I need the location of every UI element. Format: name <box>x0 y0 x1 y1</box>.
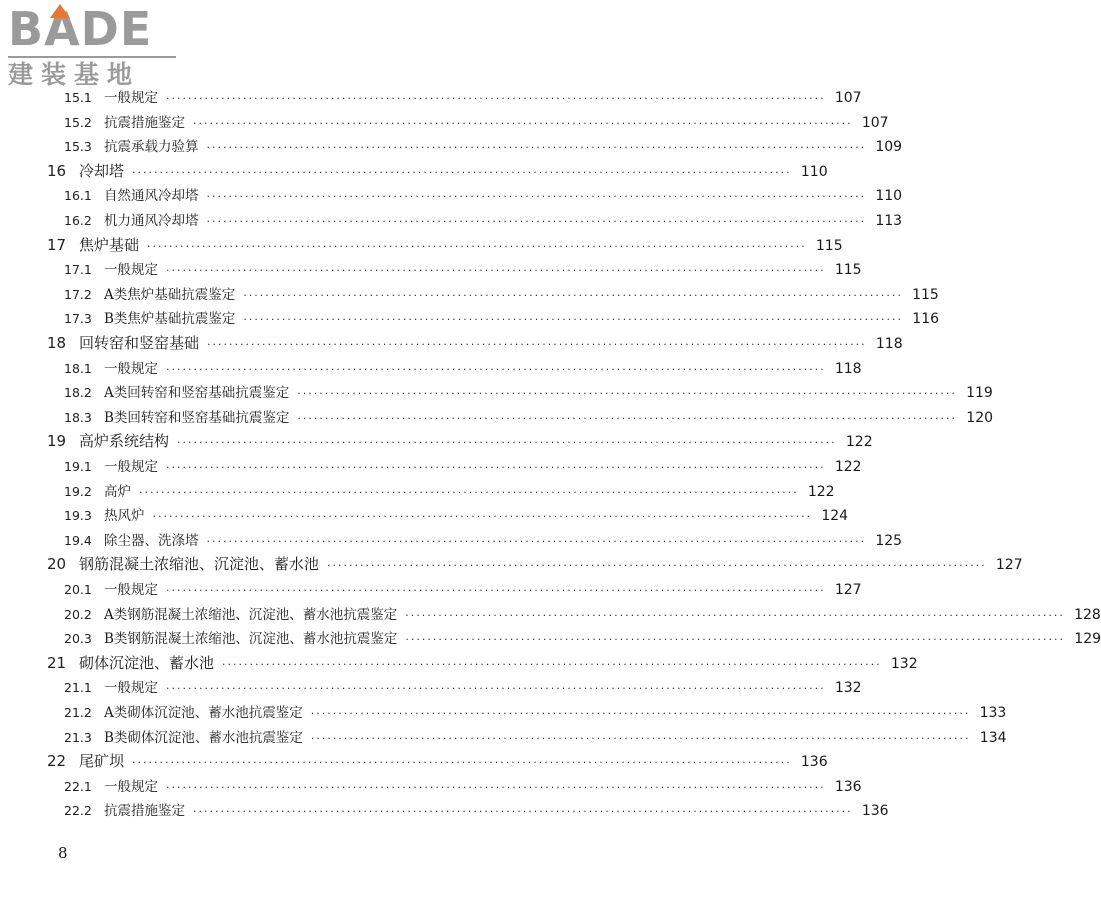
toc-leader-dots: ························································································································ <box>166 461 826 474</box>
toc-leader-dots: ························································································································ <box>206 190 867 204</box>
toc-leader-dots: ························································································································ <box>147 239 807 253</box>
toc-entry-number: 17.1 <box>64 262 92 278</box>
toc-entry-title: 一般规定 <box>104 262 158 279</box>
toc-section-entry[interactable] <box>64 578 862 600</box>
toc-entry-title: 一般规定 <box>104 459 158 475</box>
toc-entry-page: 134 <box>979 729 1007 746</box>
toc-entry-number: 21.1 <box>64 680 92 696</box>
toc-entry-number: 19.2 <box>64 483 92 499</box>
toc-entry-page: 125 <box>875 532 903 549</box>
toc-section-entry[interactable] <box>64 455 862 477</box>
toc-entry-number: 18.3 <box>64 409 92 425</box>
toc-entry-page: 127 <box>995 557 1023 574</box>
toc-entry-page: 115 <box>815 237 843 254</box>
toc-entry-title: 抗震措施鉴定 <box>104 803 185 820</box>
toc-entry-page: 118 <box>834 360 862 377</box>
toc-section-entry[interactable] <box>64 381 993 403</box>
toc-chapter-entry[interactable] <box>47 430 873 452</box>
logo-accent-triangle <box>50 4 70 18</box>
toc-chapter-entry[interactable] <box>47 234 843 256</box>
toc-leader-dots: ························································································································ <box>132 165 792 179</box>
toc-entry-number: 22.1 <box>64 778 92 794</box>
toc-entry-number: 20 <box>47 555 67 574</box>
toc-entry-page: 107 <box>834 90 862 106</box>
toc-leader-dots: ························································································································ <box>206 215 867 228</box>
toc-section-entry[interactable] <box>64 209 903 231</box>
toc-section-entry[interactable] <box>64 676 862 698</box>
toc-leader-dots: ························································································································ <box>193 116 853 130</box>
toc-entry-title: 除尘器、洗涤塔 <box>104 532 199 549</box>
toc-entry-page: 115 <box>912 286 939 303</box>
page-number: 8 <box>58 844 68 862</box>
toc-entry-number: 21 <box>47 653 67 672</box>
toc-section-entry[interactable] <box>64 775 862 797</box>
toc-entry-number: 22.2 <box>64 803 92 819</box>
toc-entry-number: 19.1 <box>64 459 92 474</box>
toc-entry-page: 136 <box>800 754 828 771</box>
toc-entry-page: 128 <box>1074 606 1101 623</box>
toc-entry-title: B类回转窑和竖窑基础抗震鉴定 <box>104 409 290 426</box>
toc-section-entry[interactable] <box>64 627 1101 649</box>
toc-entry-page: 115 <box>834 262 862 279</box>
toc-entry-page: 132 <box>834 680 862 697</box>
toc-entry-number: 16.2 <box>64 213 92 228</box>
toc-entry-page: 113 <box>875 213 903 229</box>
toc-entry-number: 22 <box>47 752 67 771</box>
toc-leader-dots: ························································································································ <box>243 288 903 302</box>
toc-entry-page: 118 <box>875 336 903 352</box>
toc-chapter-entry[interactable] <box>47 160 828 182</box>
toc-entry-number: 19.4 <box>64 532 92 548</box>
toc-entry-number: 20.1 <box>64 582 92 597</box>
toc-entry-page: 109 <box>875 139 903 156</box>
toc-entry-number: 21.3 <box>64 729 92 745</box>
toc-entry-title: A类砌体沉淀池、蓄水池抗震鉴定 <box>104 705 303 721</box>
toc-section-entry[interactable] <box>64 258 862 280</box>
toc-section-entry[interactable] <box>64 726 1007 748</box>
toc-entry-title: B类砌体沉淀池、蓄水池抗震鉴定 <box>104 729 303 746</box>
toc-chapter-entry[interactable] <box>47 750 828 772</box>
toc-entry-page: 119 <box>966 385 993 402</box>
toc-entry-title: 自然通风冷却塔 <box>104 188 199 205</box>
toc-entry-page: 136 <box>861 803 889 820</box>
toc-entry-page: 124 <box>821 508 849 525</box>
toc-entry-page: 122 <box>845 434 873 451</box>
toc-entry-number: 15.3 <box>64 139 92 155</box>
toc-section-entry[interactable] <box>64 184 903 206</box>
toc-section-entry[interactable] <box>64 357 862 379</box>
toc-leader-dots: ························································································································ <box>243 313 904 327</box>
toc-entry-page: 120 <box>966 409 994 426</box>
toc-entry-page: 116 <box>912 311 940 328</box>
toc-leader-dots: ························································································································ <box>132 756 792 770</box>
toc-leader-dots: ························································································································ <box>222 657 882 671</box>
toc-section-entry[interactable] <box>64 529 903 551</box>
toc-section-entry[interactable] <box>64 799 889 821</box>
toc-entry-title: A类钢筋混凝土浓缩池、沉淀池、蓄水池抗震鉴定 <box>104 606 398 623</box>
toc-entry-title: 一般规定 <box>104 90 158 106</box>
toc-leader-dots: ························································································································ <box>166 584 826 597</box>
toc-entry-number: 16.1 <box>64 188 92 204</box>
toc-entry-page: 129 <box>1074 631 1101 648</box>
toc-entry-title: 机力通风冷却塔 <box>104 213 199 229</box>
toc-entry-title: B类钢筋混凝土浓缩池、沉淀池、蓄水池抗震鉴定 <box>104 631 398 648</box>
logo-rule <box>8 56 176 58</box>
toc-entry-title: 高炉 <box>104 483 131 500</box>
toc-entry-number: 17.3 <box>64 311 92 327</box>
toc-leader-dots: ························································································································ <box>177 436 837 450</box>
toc-leader-dots: ························································································································ <box>405 608 1065 622</box>
toc-entry-title: 热风炉 <box>104 508 145 525</box>
toc-section-entry[interactable] <box>64 307 940 329</box>
toc-chapter-entry[interactable] <box>47 652 918 674</box>
toc-entry-number: 18 <box>47 334 67 352</box>
toc-leader-dots: ························································································································ <box>166 682 826 696</box>
toc-section-entry[interactable] <box>64 135 903 157</box>
toc-entry-page: 122 <box>807 483 835 500</box>
toc-section-entry[interactable] <box>64 86 862 108</box>
toc-entry-title: 焦炉基础 <box>79 235 140 254</box>
toc-section-entry[interactable] <box>64 406 994 428</box>
toc-entry-number: 18.2 <box>64 385 92 401</box>
toc-leader-dots: ························································································································ <box>166 362 826 376</box>
toc-entry-number: 15.1 <box>64 90 92 105</box>
toc-section-entry[interactable] <box>64 701 1007 723</box>
logo-subtitle: 建装基地 <box>8 60 141 89</box>
toc-chapter-entry[interactable] <box>47 553 1023 575</box>
toc-entry-number: 15.2 <box>64 114 92 130</box>
toc-leader-dots: ························································································································ <box>166 780 826 794</box>
toc-entry-page: 107 <box>861 114 889 131</box>
bade-logo <box>8 2 178 89</box>
toc-leader-dots: ························································································································ <box>152 510 813 524</box>
toc-section-entry[interactable] <box>64 603 1101 625</box>
toc-entry-title: A类焦炉基础抗震鉴定 <box>104 286 236 303</box>
toc-leader-dots: ························································································································ <box>310 731 971 745</box>
toc-leader-dots: ························································································································ <box>166 264 826 278</box>
toc-entry-title: 高炉系统结构 <box>79 432 170 451</box>
toc-entry-number: 18.1 <box>64 360 92 376</box>
toc-leader-dots: ························································································································ <box>206 141 867 155</box>
toc-leader-dots: ························································································································ <box>405 633 1066 647</box>
toc-entry-number: 21.2 <box>64 705 92 720</box>
toc-entry-number: 20.2 <box>64 606 92 622</box>
toc-entry-number: 19 <box>47 432 67 451</box>
toc-entry-title: A类回转窑和竖窑基础抗震鉴定 <box>104 385 290 402</box>
toc-leader-dots: ························································································································ <box>206 534 867 548</box>
toc-section-entry[interactable] <box>64 283 939 305</box>
toc-entry-page: 122 <box>834 459 862 475</box>
toc-entry-title: 钢筋混凝土浓缩池、沉淀池、蓄水池 <box>79 555 320 574</box>
toc-chapter-entry[interactable] <box>47 332 903 354</box>
toc-entry-number: 17.2 <box>64 286 92 302</box>
toc-section-entry[interactable] <box>64 111 889 133</box>
toc-leader-dots: ························································································································ <box>193 805 853 819</box>
toc-entry-title: 一般规定 <box>104 680 158 697</box>
toc-entry-page: 133 <box>979 705 1007 721</box>
toc-entry-title: B类焦炉基础抗震鉴定 <box>104 311 236 328</box>
toc-entry-number: 19.3 <box>64 508 92 524</box>
toc-entry-page: 136 <box>834 778 862 795</box>
toc-entry-title: 抗震措施鉴定 <box>104 114 185 131</box>
toc-entry-title: 抗震承载力验算 <box>104 139 199 156</box>
toc-entry-page: 110 <box>875 188 903 205</box>
toc-entry-title: 一般规定 <box>104 582 158 598</box>
toc-entry-title: 砌体沉淀池、蓄水池 <box>79 653 215 672</box>
toc-entry-title: 回转窑和竖窑基础 <box>79 334 200 352</box>
toc-entry-page: 110 <box>800 163 828 180</box>
toc-entry-title: 一般规定 <box>104 778 158 795</box>
toc-leader-dots: ························································································································ <box>327 559 987 573</box>
toc-section-entry[interactable] <box>64 480 835 502</box>
toc-entry-number: 17 <box>47 235 67 254</box>
toc-leader-dots: ························································································································ <box>297 387 957 401</box>
toc-leader-dots: ························································································································ <box>310 707 971 720</box>
toc-leader-dots: ························································································································ <box>139 485 799 499</box>
toc-entry-page: 127 <box>834 582 862 598</box>
toc-entry-title: 一般规定 <box>104 360 158 377</box>
logo-wordmark: BA DE <box>8 2 153 56</box>
toc-section-entry[interactable] <box>64 504 849 526</box>
toc-entry-page: 132 <box>890 655 918 672</box>
toc-entry-title: 冷却塔 <box>79 161 125 180</box>
toc-leader-dots: ························································································································ <box>166 92 826 105</box>
toc-entry-number: 20.3 <box>64 631 92 647</box>
toc-leader-dots: ························································································································ <box>297 411 958 425</box>
toc-leader-dots: ························································································································ <box>207 338 867 351</box>
toc-entry-title: 尾矿坝 <box>79 752 125 771</box>
toc-entry-number: 16 <box>47 161 67 180</box>
